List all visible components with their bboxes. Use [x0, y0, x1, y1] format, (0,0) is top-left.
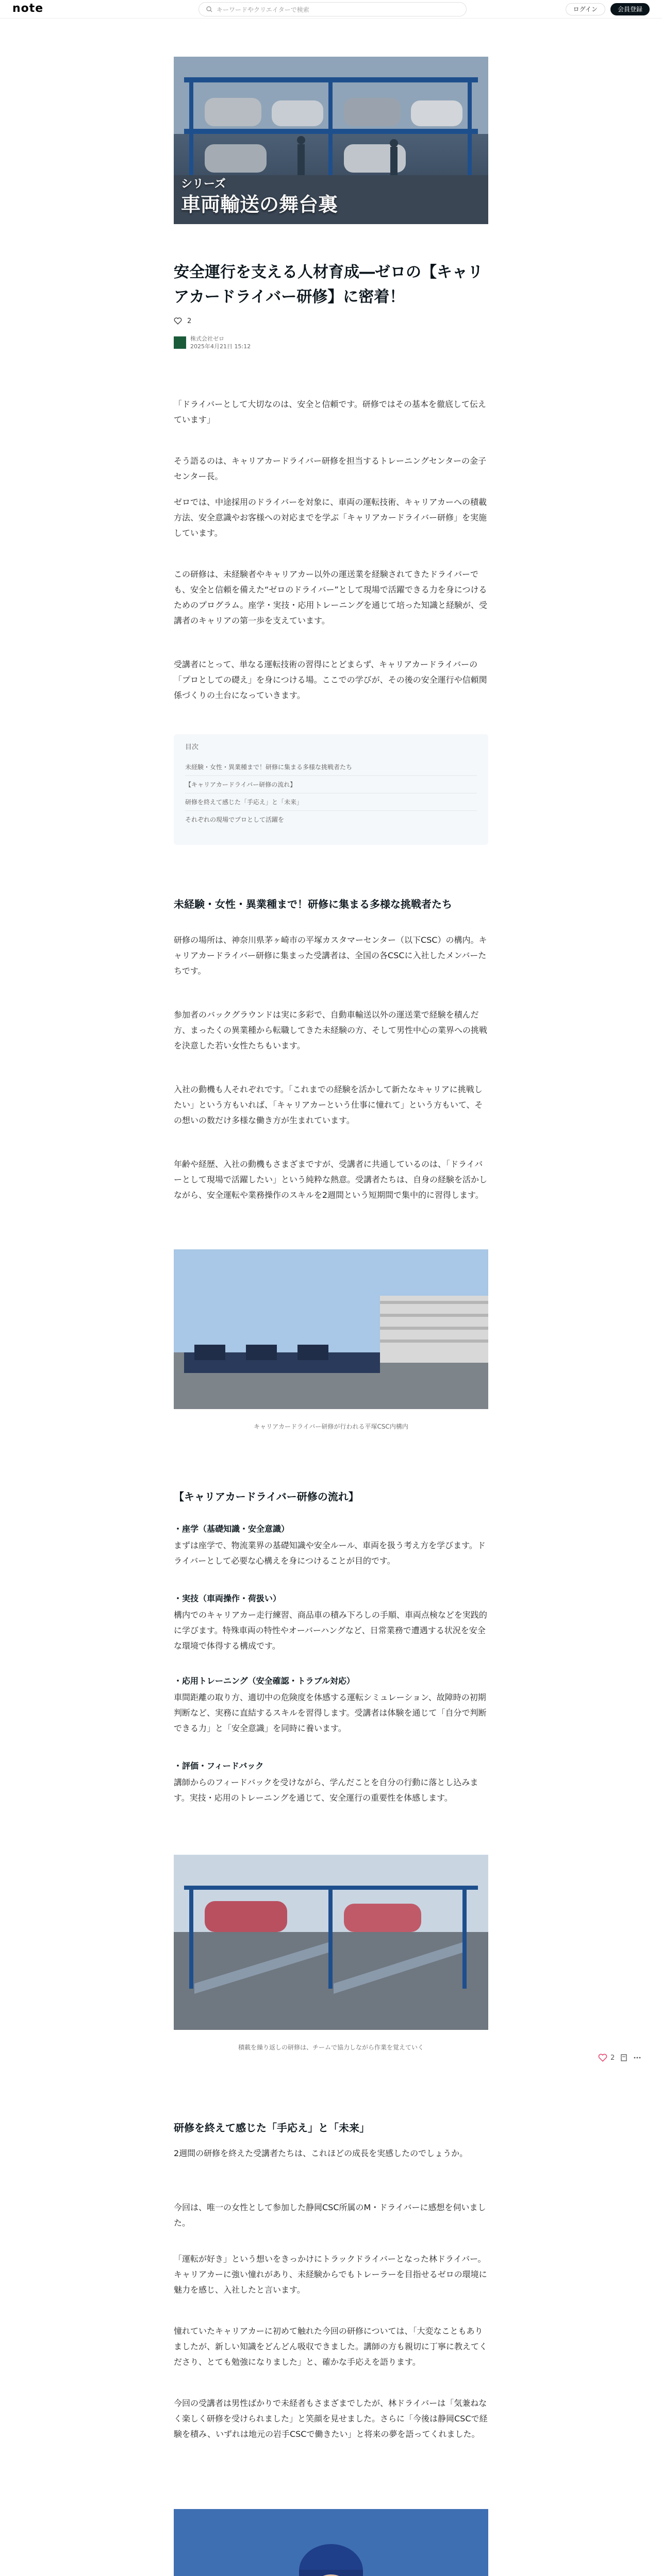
step-text: 構内でのキャリアカー走行練習、商品車の積み下ろしの手順、車両点検などを実践的に学びます。特殊車両の特性やオーバーハングなど、日常業務で遭遇する状況を安全な環境で体得する構成です。	[174, 1610, 487, 1651]
driver-portrait-illustration	[174, 2509, 488, 2576]
login-button[interactable]: ログイン	[566, 3, 605, 15]
step-title: ・座学（基礎知識・安全意識）	[174, 1524, 290, 1534]
section-paragraph: 今回の受講者は男性ばかりで未経者もさまざまでしたが、林ドライバーは「気兼ねなく楽しく研修を受けられました」と笑顔を見せました。さらに「今後は静岡CSCで経験を積み、いずれは地元の岩手CSCで働きたい」と将来の夢を語ってくれました。	[174, 2398, 488, 2439]
section-paragraph: 参加者のバックグラウンドは実に多彩で、自動車輸送以外の運送業で経験を積んだ方、まったくの異業種から転職してきた未経験の方、そして男性中心の業界への挑戦を決意した若い女性たちもいます。	[174, 1010, 488, 1050]
driver-portrait-photo	[174, 2509, 488, 2576]
table-of-contents	[174, 734, 488, 845]
section-paragraph: 2週間の研修を終えた受講者たちは、これほどの成長を実感したのでしょうか。	[174, 2148, 468, 2158]
search-icon	[206, 6, 212, 12]
avatar[interactable]	[174, 336, 186, 349]
intro-paragraph: そう語るのは、キャリアカードライバー研修を担当するトレーニングセンターの金子センター長。	[174, 456, 487, 481]
share-icon[interactable]	[620, 2054, 628, 2062]
section-heading: 研修を終えて感じた「手応え」と「未来」	[174, 2122, 370, 2134]
author-name[interactable]: 株式会社ゼロ	[190, 335, 224, 342]
toc-heading: 目次	[185, 743, 199, 751]
step-text: 車間距離の取り方、適切中の危険度を体感する運転シミュレーション、故障時の初期判断など、実務に直結するスキルを習得します。受講者は体験を通じて「自分で判断できる力」と「安全意識」を同時に養います。	[174, 1692, 487, 1733]
intro-paragraph: この研修は、未経験者やキャリアカー以外の運送業を経験されてきたドライバーでも、安全と信頼を備えた“ゼロのドライバー”として現場で活躍できる力を身につけるためのプログラム。座学・実技・応用トレーニングを通じて培った知識と経験が、受講者のキャリアの第一歩を支えています。	[174, 569, 488, 625]
toc-item[interactable]: 未経験・女性・異業種まで！研修に集まる多様な挑戦者たち	[185, 758, 477, 776]
step-title: ・応用トレーニング（安全確認・トラブル対応）	[174, 1676, 355, 1686]
intro-paragraph: 受講者にとって、単なる運転技術の習得にとどまらず、キャリアカードライバーの「プロとしての礎え」を身につける場。ここでの学びが、その後の安全運行や信頼関係づくりの土台になっていきます。	[174, 659, 487, 700]
section-heading: 未経験・女性・異業種まで！研修に集まる多様な挑戦者たち	[174, 898, 452, 910]
training-site-photo	[174, 1249, 488, 1409]
loading-practice-illustration	[174, 1855, 488, 2030]
toc-item[interactable]: 研修を終えて感じた「手応え」と「未来」	[185, 793, 477, 811]
loading-practice-photo	[174, 1855, 488, 2030]
heart-icon[interactable]	[598, 2053, 607, 2062]
step-title: ・評価・フィードバック	[174, 1761, 264, 1771]
section-paragraph: 今回は、唯一の女性として参加した静岡CSC所属のM・ドライバーに感想を伺いました。	[174, 2202, 486, 2228]
toc-item[interactable]: それぞれの現場でプロとして活躍を	[185, 816, 285, 823]
floating-like-count: 2	[610, 2054, 615, 2062]
training-site-illustration	[174, 1249, 488, 1409]
intro-paragraph: 「ドライバーとして大切なのは、安全と信頼です。研修ではその基本を徹底して伝えています」	[174, 399, 486, 425]
hero-series-label: シリーズ	[181, 178, 226, 191]
like-count: 2	[187, 317, 192, 325]
step-text: 講師からのフィードバックを受けながら、学んだことを自分の行動に落とし込みます。実技・応用のトレーニングを通じて、安全運行の重要性を体感します。	[174, 1777, 478, 1803]
heart-icon[interactable]	[174, 317, 182, 325]
search-placeholder: キーワードやクリエイターで検索	[217, 6, 309, 13]
section-paragraph: 入社の動機も人それぞれです。「これまでの経験を活かして新たなキャリアに挑戦したい」という方もいれば、「キャリアカーという仕事に憧れて」という方もいて、その想いの数だけ多様な働き方が生まれています。	[174, 1084, 483, 1125]
floating-actions	[598, 2053, 641, 2062]
section-paragraph: 研修の場所は、神奈川県茅ヶ崎市の平塚カスタマーセンター（以下CSC）の構内。キャリアカードライバー研修に集まった受講者は、全国の各CSCに入社したメンバーたちです。	[174, 935, 487, 976]
hero-image	[174, 57, 488, 224]
signup-button[interactable]: 会員登録	[610, 3, 650, 15]
section-heading: 【キャリアカードライバー研修の流れ】	[174, 1490, 359, 1503]
hero-series-title: 車両輸送の舞台裏	[181, 193, 338, 216]
step-title: ・実技（車両操作・荷扱い）	[174, 1594, 282, 1603]
toc-item[interactable]: 【キャリアカードライバー研修の流れ】	[185, 776, 477, 793]
author-info[interactable]	[174, 335, 251, 350]
section-paragraph: 年齢や経歴、入社の動機もさまざまですが、受講者に共通しているのは、「ドライバーとして現場で活躍したい」という純粋な熱意。受講者たちは、自身の経験を活かしながら、安全運転や業務操作のスキルを2週間という短期間で集中的に習得します。	[174, 1159, 488, 1200]
site-header	[0, 0, 662, 19]
intro-paragraph: ゼロでは、中途採用のドライバーを対象に、車両の運転技術、キャリアカーへの積載方法、安全意識やお客様への対応までを学ぶ「キャリアカードライバー研修」を実施しています。	[174, 497, 487, 538]
photo-caption: キャリアカードライバー研修が行われる平塚CSC内構内	[254, 1423, 408, 1430]
step-text: まずは座学で、物流業界の基礎知識や安全ルール、車両を扱う考え方を学びます。ドライバーとして必要な心構えを身につけることが目的です。	[174, 1540, 486, 1566]
search-input[interactable]	[198, 2, 467, 16]
like-area[interactable]	[174, 317, 191, 325]
note-logo[interactable]: note	[12, 2, 44, 15]
photo-caption: 積載を繰り返しの研修は、チームで協力しながら作業を覚えていく	[238, 2044, 424, 2051]
article-title: 安全運行を支える人材育成―ゼロの【キャリアカードライバー研修】に密着！	[174, 263, 483, 306]
more-icon[interactable]	[633, 2054, 641, 2062]
section-paragraph: 「運転が好き」という想いをきっかけにトラックドライバーとなった林ドライバー。キャリアカーに強い憧れがあり、未経験からでもトレーラーを目指せるゼロの環境に魅力を感じ、入社したと言います。	[174, 2254, 487, 2295]
section-paragraph: 憧れていたキャリアカーに初めて触れた今回の研修については、「大変なこともありましたが、新しい知識をどんどん吸収できました。講師の方も親切に丁寧に教えてくださり、とても勉強になりました」と、確かな手応えを語ります。	[174, 2326, 488, 2367]
post-date: 2025年4月21日 15:12	[190, 343, 251, 350]
